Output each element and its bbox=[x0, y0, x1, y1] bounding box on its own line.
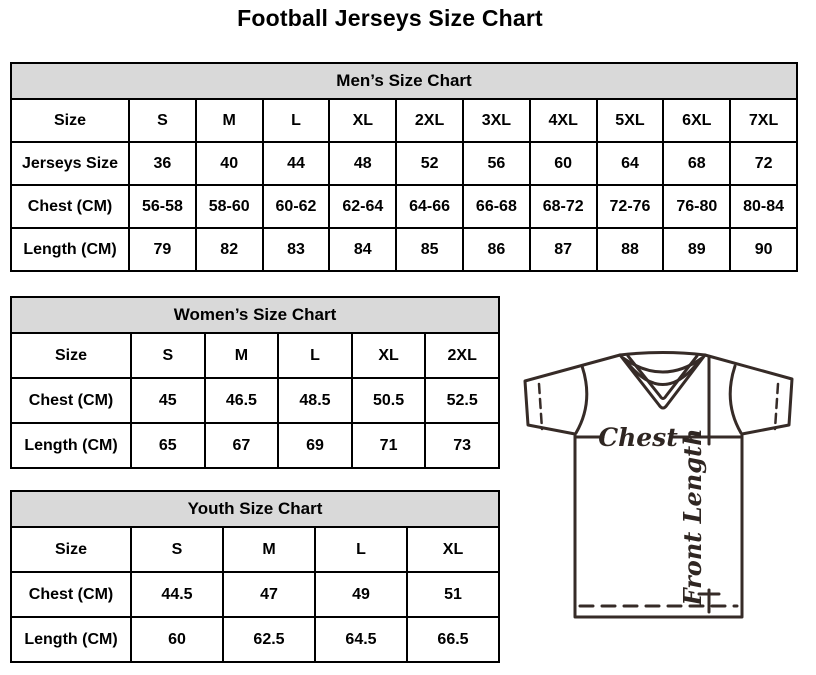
table-row bbox=[11, 378, 499, 423]
data-cell: 88 bbox=[597, 228, 664, 271]
data-cell: 56-58 bbox=[129, 185, 196, 228]
jersey-left-cuff-seam bbox=[539, 384, 542, 429]
data-cell: 67 bbox=[205, 423, 279, 468]
data-cell: 82 bbox=[196, 228, 263, 271]
front-length-label: Front Length bbox=[678, 428, 707, 606]
data-cell: 64 bbox=[597, 142, 664, 185]
row-header-cell: Length (CM) bbox=[11, 423, 131, 468]
data-cell: 66.5 bbox=[407, 617, 499, 662]
row-header-cell: Jerseys Size bbox=[11, 142, 129, 185]
data-cell: 49 bbox=[315, 572, 407, 617]
data-cell: 71 bbox=[352, 423, 426, 468]
table-row bbox=[11, 423, 499, 468]
row-header-cell: Size bbox=[11, 333, 131, 378]
data-cell: 44 bbox=[263, 142, 330, 185]
row-header-cell: Chest (CM) bbox=[11, 378, 131, 423]
data-cell: 52 bbox=[396, 142, 463, 185]
jersey-measurement-diagram bbox=[513, 344, 813, 639]
table-row bbox=[11, 185, 797, 228]
data-cell: 90 bbox=[730, 228, 797, 271]
data-cell: 4XL bbox=[530, 99, 597, 142]
youth-table-title: Youth Size Chart bbox=[11, 491, 499, 527]
row-header-cell: Chest (CM) bbox=[11, 185, 129, 228]
row-header-cell: Size bbox=[11, 99, 129, 142]
jersey-outline-icon bbox=[513, 344, 813, 639]
data-cell: 40 bbox=[196, 142, 263, 185]
mens-size-table bbox=[10, 62, 798, 272]
table-row bbox=[11, 228, 797, 271]
data-cell: 85 bbox=[396, 228, 463, 271]
data-cell: 48.5 bbox=[278, 378, 352, 423]
data-cell: 79 bbox=[129, 228, 196, 271]
data-cell: XL bbox=[329, 99, 396, 142]
data-cell: 36 bbox=[129, 142, 196, 185]
mens-table-title: Men’s Size Chart bbox=[11, 63, 797, 99]
table-header-row bbox=[11, 491, 499, 527]
data-cell: S bbox=[129, 99, 196, 142]
data-cell: 6XL bbox=[663, 99, 730, 142]
data-cell: 5XL bbox=[597, 99, 664, 142]
data-cell: 60-62 bbox=[263, 185, 330, 228]
row-header-cell: Length (CM) bbox=[11, 617, 131, 662]
jersey-right-armhole bbox=[730, 366, 741, 433]
data-cell: 72 bbox=[730, 142, 797, 185]
data-cell: L bbox=[263, 99, 330, 142]
data-cell: 2XL bbox=[425, 333, 499, 378]
data-cell: M bbox=[196, 99, 263, 142]
jersey-right-cuff-seam bbox=[775, 384, 778, 429]
data-cell: 52.5 bbox=[425, 378, 499, 423]
data-cell: 51 bbox=[407, 572, 499, 617]
table-header-row bbox=[11, 297, 499, 333]
data-cell: 2XL bbox=[396, 99, 463, 142]
data-cell: 58-60 bbox=[196, 185, 263, 228]
table-row bbox=[11, 99, 797, 142]
data-cell: 76-80 bbox=[663, 185, 730, 228]
data-cell: 7XL bbox=[730, 99, 797, 142]
womens-table-title: Women’s Size Chart bbox=[11, 297, 499, 333]
row-header-cell: Length (CM) bbox=[11, 228, 129, 271]
data-cell: 69 bbox=[278, 423, 352, 468]
data-cell: 62.5 bbox=[223, 617, 315, 662]
data-cell: 46.5 bbox=[205, 378, 279, 423]
table-row bbox=[11, 142, 797, 185]
data-cell: 68-72 bbox=[530, 185, 597, 228]
data-cell: 45 bbox=[131, 378, 205, 423]
data-cell: 83 bbox=[263, 228, 330, 271]
data-cell: 44.5 bbox=[131, 572, 223, 617]
row-header-cell: Size bbox=[11, 527, 131, 572]
data-cell: 48 bbox=[329, 142, 396, 185]
data-cell: 60 bbox=[530, 142, 597, 185]
data-cell: XL bbox=[407, 527, 499, 572]
data-cell: 66-68 bbox=[463, 185, 530, 228]
data-cell: 87 bbox=[530, 228, 597, 271]
data-cell: 86 bbox=[463, 228, 530, 271]
table-row bbox=[11, 333, 499, 378]
data-cell: 60 bbox=[131, 617, 223, 662]
table-header-row bbox=[11, 63, 797, 99]
data-cell: 89 bbox=[663, 228, 730, 271]
data-cell: 50.5 bbox=[352, 378, 426, 423]
chest-label: Chest bbox=[598, 423, 678, 452]
data-cell: 64-66 bbox=[396, 185, 463, 228]
data-cell: L bbox=[278, 333, 352, 378]
row-header-cell: Chest (CM) bbox=[11, 572, 131, 617]
data-cell: 3XL bbox=[463, 99, 530, 142]
table-row bbox=[11, 527, 499, 572]
data-cell: 80-84 bbox=[730, 185, 797, 228]
data-cell: 84 bbox=[329, 228, 396, 271]
data-cell: 47 bbox=[223, 572, 315, 617]
table-row bbox=[11, 572, 499, 617]
data-cell: 62-64 bbox=[329, 185, 396, 228]
table-row bbox=[11, 617, 499, 662]
data-cell: 72-76 bbox=[597, 185, 664, 228]
data-cell: M bbox=[223, 527, 315, 572]
data-cell: 56 bbox=[463, 142, 530, 185]
data-cell: M bbox=[205, 333, 279, 378]
data-cell: S bbox=[131, 527, 223, 572]
data-cell: 68 bbox=[663, 142, 730, 185]
womens-size-table bbox=[10, 296, 500, 469]
page-title: Football Jerseys Size Chart bbox=[237, 5, 543, 31]
data-cell: L bbox=[315, 527, 407, 572]
data-cell: 65 bbox=[131, 423, 205, 468]
youth-size-table bbox=[10, 490, 500, 663]
jersey-collar-top bbox=[620, 353, 705, 356]
data-cell: S bbox=[131, 333, 205, 378]
data-cell: 73 bbox=[425, 423, 499, 468]
data-cell: 64.5 bbox=[315, 617, 407, 662]
data-cell: XL bbox=[352, 333, 426, 378]
jersey-left-armhole bbox=[576, 366, 587, 433]
